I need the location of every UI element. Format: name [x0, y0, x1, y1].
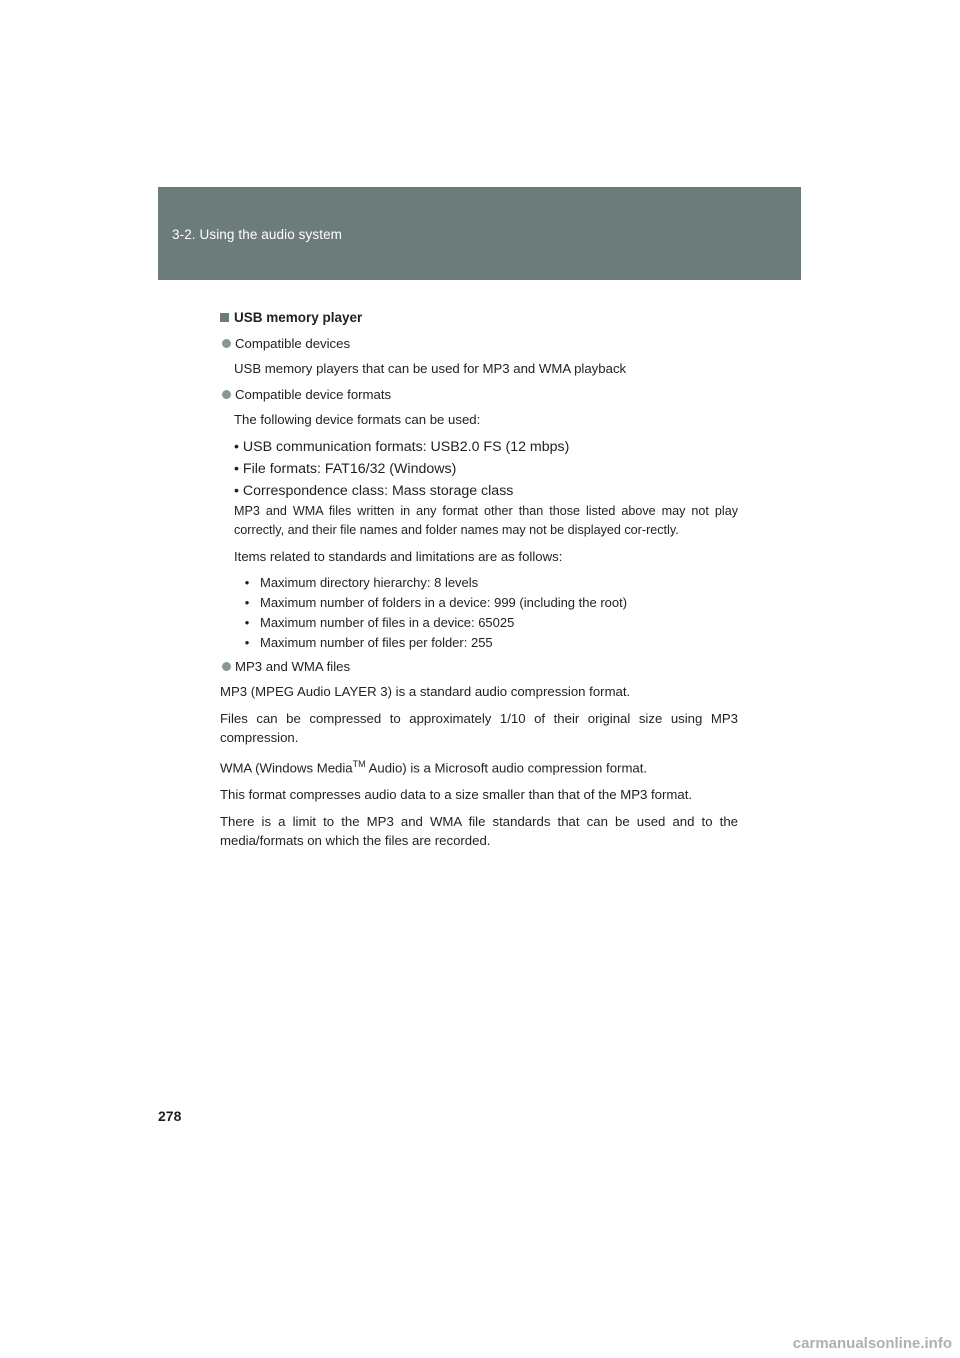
circle-bullet-icon [222, 662, 231, 671]
limit-paragraph: There is a limit to the MP3 and WMA file standards that can be used and to the media/formats on which the files are recorded. [220, 814, 738, 849]
main-content [220, 308, 738, 858]
limit-item: • Maximum directory hierarchy: 8 levels [244, 575, 479, 590]
format-item: • USB communication formats: USB2.0 FS (12 mbps) [234, 439, 570, 455]
section-title: 3-2. Using the audio system [172, 227, 343, 242]
square-bullet-icon [220, 313, 229, 322]
compatible-devices-text: USB memory players that can be used for MP3 and WMA playback [234, 361, 627, 376]
wma-size-paragraph: This format compresses audio data to a size smaller than that of the MP3 format. [220, 787, 693, 803]
limits-intro: Items related to standards and limitations are as follows: [234, 549, 563, 564]
compression-paragraph: Files can be compressed to approximately 1/10 of their original size using MP3 compression. [220, 711, 738, 745]
page-number: 278 [158, 1108, 182, 1124]
mp3-paragraph: MP3 (MPEG Audio LAYER 3) is a standard audio compression format. [220, 684, 631, 699]
compatible-devices-title: Compatible devices [222, 334, 738, 353]
limit-item: • Maximum number of files per folder: 255 [244, 635, 493, 650]
usb-heading [220, 308, 738, 327]
formats-intro: The following device formats can be used: [234, 412, 481, 427]
format-note: MP3 and WMA files written in any format other than those listed above may not play correctly, and their file names and folder names may not be displayed cor-rectly. [234, 504, 738, 537]
header-band [158, 187, 801, 280]
circle-bullet-icon [222, 339, 231, 348]
mp3-wma-title: MP3 and WMA files [222, 657, 738, 676]
limit-item: • Maximum number of files in a device: 65025 [244, 615, 515, 630]
trademark-sup: TM [352, 759, 366, 769]
format-item: • File formats: FAT16/32 (Windows) [234, 461, 457, 477]
watermark: carmanualsonline.info [792, 1335, 952, 1352]
format-item: • Correspondence class: Mass storage class [234, 483, 514, 499]
limit-item: • Maximum number of folders in a device: 999 (including the root) [244, 595, 628, 610]
circle-bullet-icon [222, 390, 231, 399]
limits-list [234, 573, 738, 653]
heading-text: USB memory player [234, 310, 363, 325]
wma-paragraph: WMA (Windows Media™ Audio) is a Microsoft audio compression format. [220, 759, 648, 776]
compatible-formats-title: Compatible device formats [222, 385, 738, 404]
